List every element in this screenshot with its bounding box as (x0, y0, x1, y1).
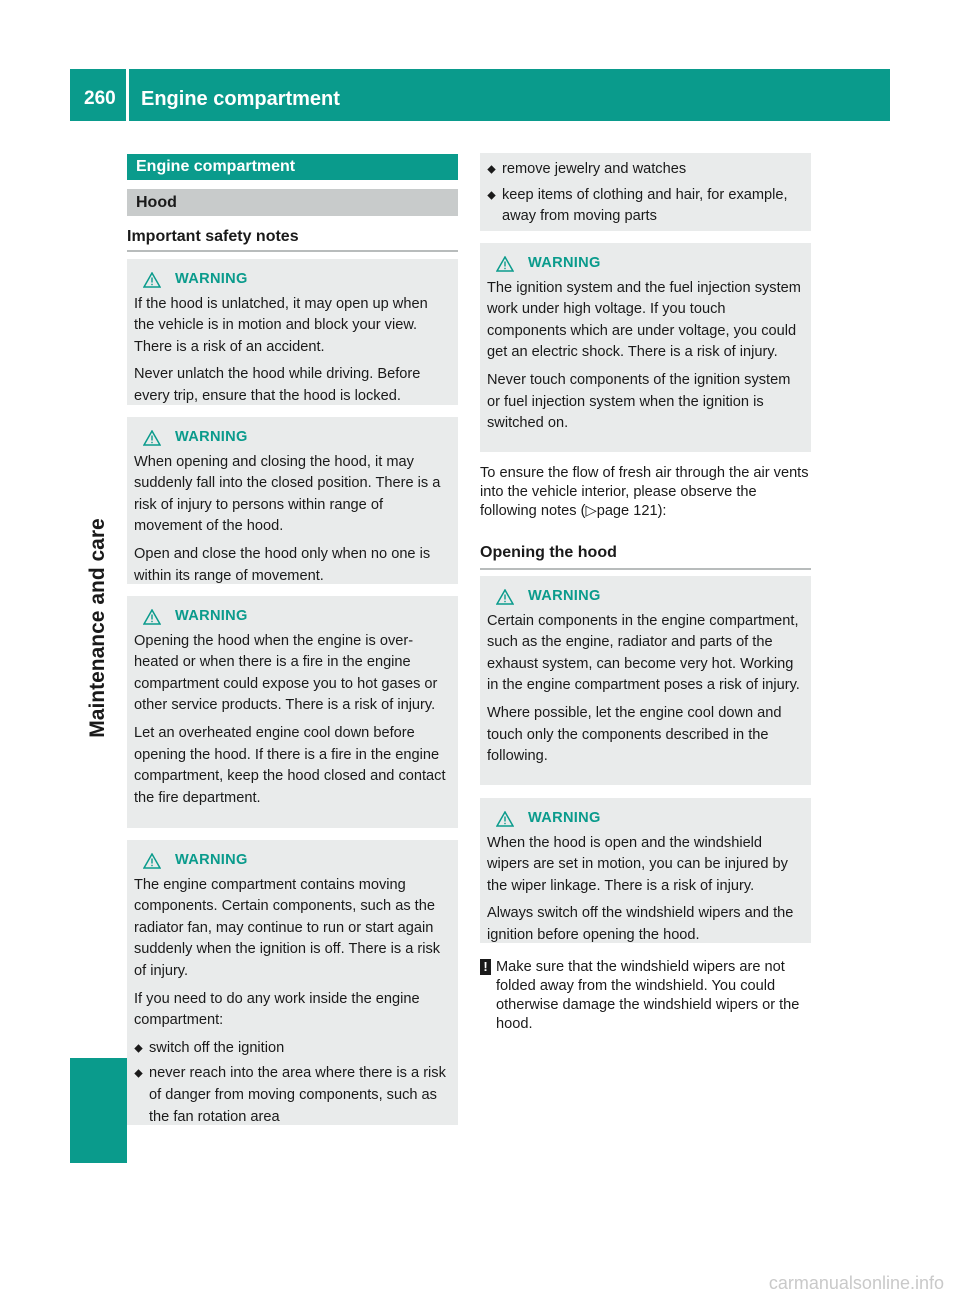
warning-triangle-icon (496, 256, 514, 272)
warning-text: The ignition system and the fuel injection system work under high voltage. If you touch components which are under voltage, you could get an electric shock. There is a risk of injury. (487, 279, 801, 361)
list-item: remove jewelry and watches (487, 159, 804, 181)
warning-box (480, 576, 811, 785)
side-tab-label: Maintenance and care (86, 518, 109, 738)
watermark: carmanualsonline.info (768, 1273, 944, 1293)
warning-box (127, 840, 458, 1125)
section-title: Engine compartment (127, 154, 458, 180)
warning-header (143, 850, 451, 872)
warning-label: WARNING (528, 810, 601, 826)
warning-header (496, 253, 804, 275)
warning-label: WARNING (175, 608, 248, 624)
warning-continuation-box (480, 153, 811, 231)
warning-text: Let an overheated engine cool down before opening the hood. If there is a fire in the engine compartment, keep the hood closed and contact the fire department. (134, 724, 446, 806)
caution-note-text: Make sure that the windshield wipers are not folded away from the windshield. You could otherwise damage the windshield wipers or the hood. (496, 959, 800, 1032)
warning-triangle-icon (496, 589, 514, 605)
subsection-title: Hood (127, 189, 458, 216)
warning-box (127, 417, 458, 584)
warning-header (496, 808, 804, 830)
warning-box (127, 596, 458, 828)
warning-text: If the hood is unlatched, it may open up when the vehicle is in motion and block your view. There is a risk of an accident. (134, 295, 428, 355)
caution-note (480, 958, 811, 1034)
page-number: 260 (84, 88, 116, 109)
warning-label: WARNING (175, 271, 248, 287)
warning-label: WARNING (175, 852, 248, 868)
warning-triangle-icon (143, 609, 161, 625)
warning-text: When the hood is open and the windshield wipers are set in motion, you can be injured by the wiper linkage. There is a risk of injury. (487, 834, 788, 894)
warning-text: If you need to do any work inside the engine compartment: (134, 990, 420, 1029)
warning-triangle-icon (143, 853, 161, 869)
page-reference-link[interactable]: page 121): (596, 503, 667, 519)
list-item: keep items of clothing and hair, for example, away from moving parts (487, 185, 804, 228)
warning-triangle-icon (143, 430, 161, 446)
warning-triangle-icon (143, 272, 161, 288)
warning-text: Always switch off the windshield wipers and the ignition before opening the hood. (487, 905, 794, 943)
warning-text: Never unlatch the hood while driving. Before every trip, ensure that the hood is locked. (134, 366, 421, 404)
warning-text: Open and close the hood only when no one is within its range of movement. (134, 545, 431, 584)
heading-important-safety-notes: Important safety notes (127, 228, 458, 252)
warning-header (143, 427, 451, 449)
warning-text: Where possible, let the engine cool down and touch only the components described in the following. (487, 704, 782, 765)
warning-header (143, 269, 451, 291)
exclamation-icon: ! (480, 959, 491, 975)
warning-header (143, 606, 451, 628)
warning-text: Certain components in the engine compartment, such as the engine, radiator and parts of the exhaust system, can become very hot. Working in the engine compartment poses a risk of injury. (487, 612, 800, 694)
warning-box (127, 259, 458, 405)
warning-text: Opening the hood when the engine is overheated or when there is a fire in the engine compartment could expose you to hot gases or other service products. There is a risk of injury. (134, 632, 438, 714)
fresh-air-text: To ensure the flow of fresh air through the air vents into the vehicle interior, please observe the following notes ( (480, 465, 809, 519)
warning-label: WARNING (175, 429, 248, 445)
warning-text: The engine compartment contains moving components. Certain components, such as the radiator fan, may continue to run or start again suddenly when the ignition is off. There is a risk of injury. (134, 876, 441, 979)
warning-box (480, 798, 811, 943)
warning-header (496, 586, 804, 608)
page-ref-arrow-icon: ▷ (585, 503, 597, 519)
side-tab-marker (70, 1058, 127, 1163)
heading-opening-the-hood: Opening the hood (480, 544, 811, 570)
warning-label: WARNING (528, 588, 601, 604)
list-item: switch off the ignition (134, 1038, 451, 1060)
list-item: never reach into the area where there is a risk of danger from moving components, such as the fan rotation area (134, 1063, 451, 1128)
warning-text: Never touch components of the ignition system or fuel injection system when the ignition is switched on. (487, 371, 791, 432)
page-title: Engine compartment (141, 88, 340, 110)
fresh-air-paragraph (480, 464, 811, 521)
warning-triangle-icon (496, 811, 514, 827)
warning-label: WARNING (528, 255, 601, 271)
warning-text: When opening and closing the hood, it may suddenly fall into the closed position. There is a risk of injury to persons within range of movement of the hood. (134, 453, 441, 535)
warning-box (480, 243, 811, 452)
header-divider (126, 69, 129, 121)
